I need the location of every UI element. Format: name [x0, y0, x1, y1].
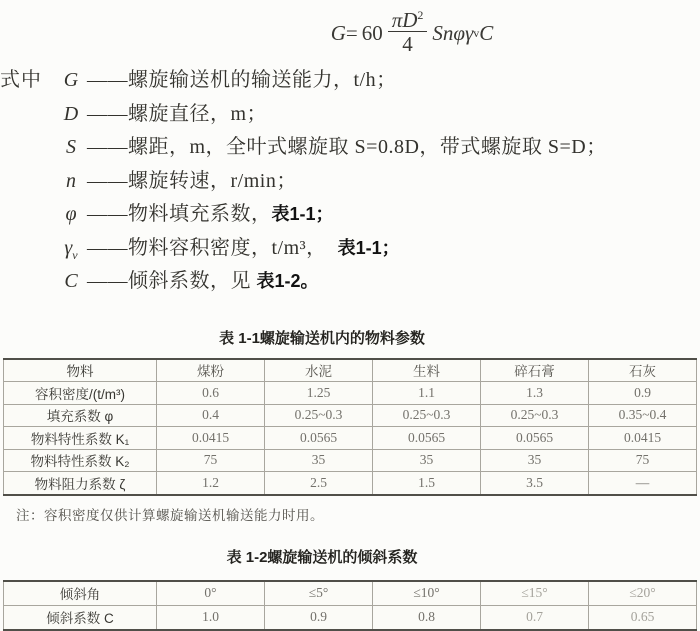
table-cell: 35	[481, 449, 589, 472]
symbol-n: n	[66, 169, 76, 192]
row-label-cell: 物料特性系数 K₁	[4, 427, 157, 450]
definition-text: ——物料容积密度，t/m³，	[87, 236, 338, 259]
table-cell: 0.65	[589, 605, 697, 630]
table-cell: 75	[589, 449, 697, 472]
column-header: 碎石膏	[481, 359, 589, 382]
table-cell: 0°	[157, 581, 265, 606]
definition-text: ——螺旋直径，m；	[87, 102, 268, 125]
table-cell: 0.0415	[589, 427, 697, 450]
table-cell: 0.4	[157, 404, 265, 427]
table-cell: 1.2	[157, 472, 265, 495]
column-header: 水泥	[265, 359, 373, 382]
formula-fraction	[388, 9, 428, 57]
row-label-cell: 容积密度/(t/m³)	[4, 382, 157, 405]
table-1-1-material-parameters	[3, 358, 697, 496]
table-1-1-title: 表 1-1螺旋输送机内的物料参数	[219, 329, 425, 347]
formula-factor-tail: C	[479, 20, 494, 45]
table-cell: 1.3	[481, 382, 589, 405]
table-cell: 1.25	[265, 382, 373, 405]
table-cell: 0.25~0.3	[481, 404, 589, 427]
table-cell: 35	[373, 449, 481, 472]
definitions-prefix: 式中	[0, 69, 42, 91]
column-header: 石灰	[589, 359, 697, 382]
definition-text: ——倾斜系数，见	[87, 270, 257, 292]
table-1-1-reference: 表1-1；	[337, 237, 400, 258]
table-cell: 35	[265, 449, 373, 472]
formula-lhs: G	[330, 20, 346, 45]
table-cell: ≤15°	[481, 581, 589, 606]
row-label-cell: 倾斜角	[4, 581, 157, 606]
table-cell: 0.9	[265, 605, 373, 630]
table-cell: 75	[157, 449, 265, 472]
definition-row-n	[0, 164, 700, 198]
table-cell: 0.25~0.3	[265, 404, 373, 427]
formula-factor-subscript: v	[473, 25, 480, 40]
definition-row-d	[0, 97, 700, 131]
table-1-2-title: 表 1-2螺旋输送机的倾斜系数	[226, 548, 418, 566]
page	[0, 7, 700, 626]
table-cell: 0.25~0.3	[373, 404, 481, 427]
column-header: 煤粉	[157, 359, 265, 382]
table-1-2-inclination-coefficients	[3, 580, 697, 631]
row-label-cell: 填充系数 φ	[4, 404, 157, 427]
definition-text: ——螺距，m，全叶式螺旋取 S=0.8D，带式螺旋取 S=D；	[87, 136, 607, 158]
table-cell: 0.35~0.4	[589, 404, 697, 427]
table-cell: 0.0565	[373, 427, 481, 450]
definition-text: ——物料填充系数，	[87, 203, 272, 225]
definition-row-gamma	[0, 231, 700, 265]
table-row-bulk-density	[4, 382, 697, 405]
definition-row-g	[0, 63, 700, 97]
row-label-cell: 倾斜系数 C	[4, 605, 157, 630]
formula-denominator: 4	[388, 31, 428, 57]
table-cell: 2.5	[265, 472, 373, 495]
table-cell: —	[589, 472, 697, 495]
table-cell: 0.8	[373, 605, 481, 630]
symbol-definitions	[0, 63, 700, 298]
definition-row-s	[0, 130, 700, 164]
formula-numerator: πD	[391, 7, 418, 32]
symbol-phi: φ	[65, 203, 77, 225]
table-cell: 0.9	[589, 382, 697, 405]
table-row-k1	[4, 427, 697, 450]
table-cell: 0.6	[157, 382, 265, 405]
definition-text: ——螺旋转速，r/min；	[87, 169, 297, 192]
table-row-k2	[4, 449, 697, 472]
column-header: 物料	[4, 359, 157, 382]
formula-factors: Snφγ	[432, 20, 474, 45]
formula-equals: =	[345, 20, 358, 45]
table-row-inclination-coefficient	[4, 605, 697, 630]
table-1-2-reference: 表1-2。	[256, 271, 319, 291]
formula-coefficient: 60	[361, 20, 383, 45]
table-cell: 0.0565	[265, 427, 373, 450]
table-cell: ≤10°	[373, 581, 481, 606]
table-cell: ≤20°	[589, 581, 697, 606]
table-cell: 0.7	[481, 605, 589, 630]
table-cell: ≤5°	[265, 581, 373, 606]
definition-row-phi	[0, 197, 700, 231]
row-label-cell: 物料阻力系数 ζ	[4, 472, 157, 495]
definition-text: ——螺旋输送机的输送能力，t/h；	[87, 69, 397, 91]
column-header: 生料	[373, 359, 481, 382]
symbol-s: S	[66, 136, 76, 158]
row-label-cell: 物料特性系数 K₂	[4, 449, 157, 472]
table-cell: 1.0	[157, 605, 265, 630]
table-cell: 0.0415	[157, 427, 265, 450]
table-row-filling-factor	[4, 404, 697, 427]
table-row-resistance	[4, 472, 697, 495]
table-cell: 1.1	[373, 382, 481, 405]
table-1-1-reference: 表1-1；	[271, 204, 334, 224]
symbol-c: C	[64, 270, 78, 292]
table-1-1-note: 注：容积密度仅供计算螺旋输送机输送能力时用。	[16, 507, 324, 523]
conveying-capacity-formula	[62, 8, 700, 58]
table-cell: 0.0565	[481, 427, 589, 450]
formula-exponent: 2	[417, 7, 424, 22]
table-cell: 1.5	[373, 472, 481, 495]
symbol-d: D	[63, 102, 79, 125]
table-cell: 3.5	[481, 472, 589, 495]
definition-row-c	[0, 264, 700, 298]
symbol-gamma-v: $\gamma_v$	[64, 236, 78, 262]
symbol-g: G	[63, 69, 79, 91]
table-header-row	[4, 359, 697, 382]
table-row-inclination-angle	[4, 581, 697, 606]
